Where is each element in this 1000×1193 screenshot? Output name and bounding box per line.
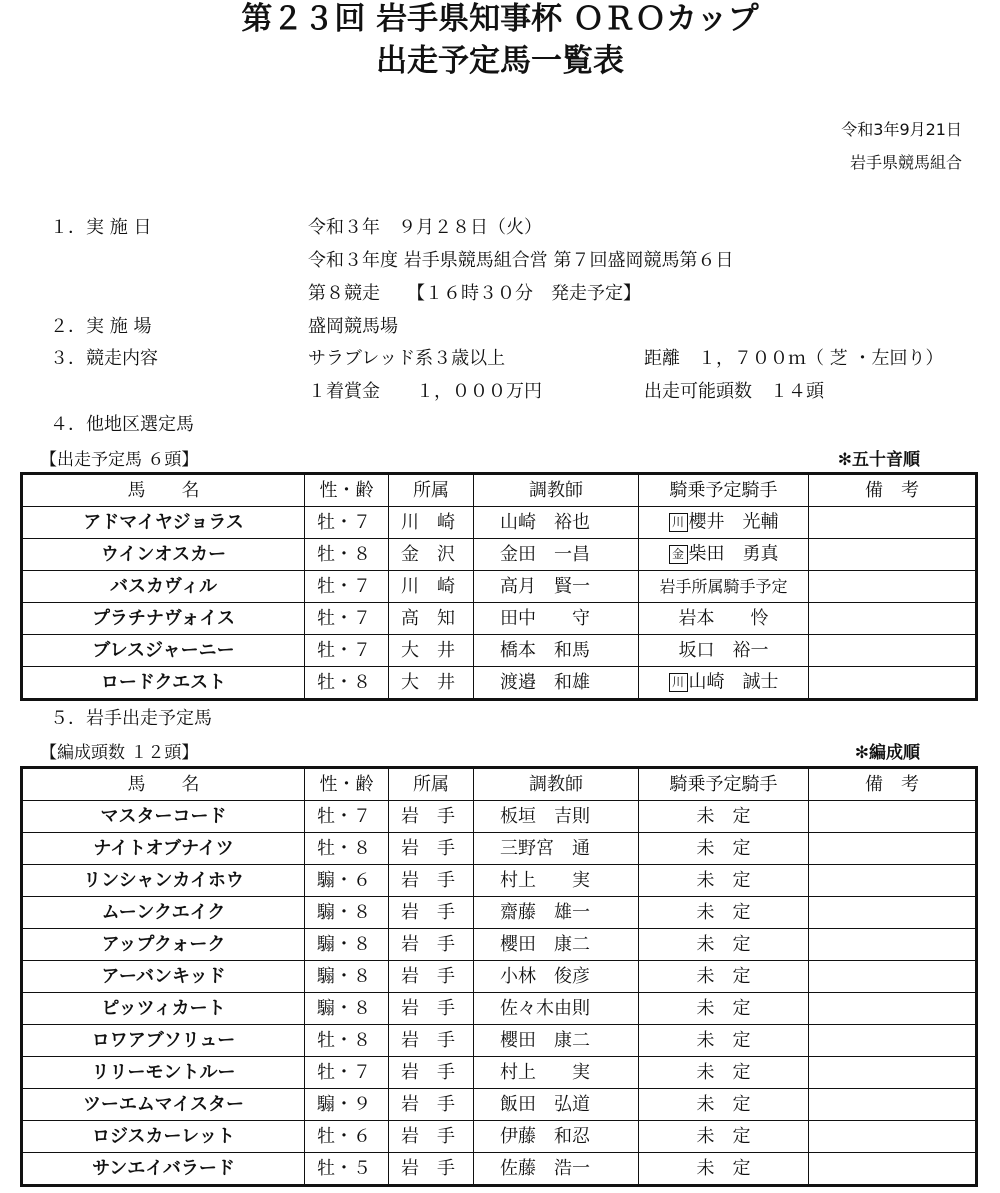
sex-age-cell: 牡・７ [305, 635, 389, 667]
table-row [22, 539, 977, 571]
horse-name-cell: ムーンクエイク [22, 897, 305, 929]
sex-age-cell: 牡・８ [305, 833, 389, 865]
jockey-cell [639, 1121, 809, 1153]
remarks-cell [809, 667, 977, 700]
jockey-name: 未 定 [696, 1125, 751, 1147]
affiliation-cell: 岩 手 [389, 993, 474, 1025]
header-sex-age: 性・齢 [305, 474, 389, 507]
affiliation-cell: 岩 手 [389, 897, 474, 929]
remarks-cell [809, 801, 977, 833]
item1-line2: 令和３年度 岩手県競馬組合営 第７回盛岡競馬第６日 [308, 250, 734, 271]
affiliation-cell: 岩 手 [389, 833, 474, 865]
item1-line3: 第８競走 【１６時３０分 発走予定】 [308, 283, 641, 304]
horse-name-cell: アドマイヤジョラス [22, 507, 305, 539]
jockey-cell [639, 603, 809, 635]
jockey-cell [639, 667, 809, 700]
sex-age-cell: 牡・７ [305, 801, 389, 833]
jockey-name: 未 定 [696, 1061, 751, 1083]
item3-line2a: １着賞金 １，０００万円 [308, 381, 542, 402]
iwate-caption: 【編成頭数 １２頭】 [40, 743, 199, 763]
item3-line2b: 出走可能頭数 １４頭 [644, 381, 824, 402]
remarks-cell [809, 1025, 977, 1057]
remarks-cell [809, 539, 977, 571]
item1-label: １．実 施 日 [50, 217, 152, 238]
trainer-cell: 小林 俊彦 [474, 961, 639, 993]
remarks-cell [809, 1089, 977, 1121]
other-sort-note: ✻五十音順 [837, 450, 920, 470]
table-header-row [22, 474, 977, 507]
trainer-cell: 高月 賢一 [474, 571, 639, 603]
sex-age-cell: 騸・９ [305, 1089, 389, 1121]
sex-age-cell: 騸・８ [305, 897, 389, 929]
remarks-cell [809, 961, 977, 993]
trainer-cell: 金田 一昌 [474, 539, 639, 571]
jockey-name: 坂口 裕一 [678, 639, 769, 661]
jockey-cell [639, 833, 809, 865]
jockey-name: 未 定 [696, 933, 751, 955]
header-horse-name: 馬 名 [22, 474, 305, 507]
jockey-region-tag: 川 [669, 513, 688, 532]
item3-label: ３．競走内容 [50, 348, 158, 369]
trainer-cell: 佐々木由則 [474, 993, 639, 1025]
jockey-name: 未 定 [696, 1029, 751, 1051]
remarks-cell [809, 1153, 977, 1186]
jockey-cell [639, 539, 809, 571]
horse-name-cell: ツーエムマイスター [22, 1089, 305, 1121]
jockey-name: 岩本 怜 [678, 607, 769, 629]
trainer-cell: 三野宮 通 [474, 833, 639, 865]
jockey-name: 柴田 勇真 [688, 543, 779, 565]
remarks-cell [809, 897, 977, 929]
header-affiliation: 所属 [389, 768, 474, 801]
header-horse-name: 馬 名 [22, 768, 305, 801]
horse-name-cell: アップクォーク [22, 929, 305, 961]
affiliation-cell: 岩 手 [389, 1121, 474, 1153]
affiliation-cell: 金 沢 [389, 539, 474, 571]
table-row [22, 571, 977, 603]
sex-age-cell: 牡・７ [305, 1057, 389, 1089]
sex-age-cell: 牡・８ [305, 1025, 389, 1057]
jockey-cell [639, 929, 809, 961]
header-trainer: 調教師 [474, 474, 639, 507]
jockey-cell [639, 961, 809, 993]
remarks-cell [809, 603, 977, 635]
sex-age-cell: 騸・８ [305, 961, 389, 993]
trainer-cell: 山崎 裕也 [474, 507, 639, 539]
header-sex-age: 性・齢 [305, 768, 389, 801]
jockey-name: 未 定 [696, 1157, 751, 1179]
affiliation-cell: 岩 手 [389, 865, 474, 897]
other-region-table [20, 472, 978, 701]
jockey-cell [639, 993, 809, 1025]
table-row [22, 865, 977, 897]
horse-name-cell: リンシャンカイホウ [22, 865, 305, 897]
trainer-cell: 佐藤 浩一 [474, 1153, 639, 1186]
remarks-cell [809, 865, 977, 897]
jockey-cell [639, 897, 809, 929]
jockey-name: 未 定 [696, 901, 751, 923]
sex-age-cell: 騸・８ [305, 993, 389, 1025]
trainer-cell: 渡邉 和雄 [474, 667, 639, 700]
trainer-cell: 田中 守 [474, 603, 639, 635]
header-affiliation: 所属 [389, 474, 474, 507]
jockey-name: 未 定 [696, 837, 751, 859]
horse-name-cell: ウインオスカー [22, 539, 305, 571]
table-row [22, 801, 977, 833]
jockey-region-tag: 金 [669, 545, 688, 564]
jockey-name: 未 定 [696, 997, 751, 1019]
horse-name-cell: ロジスカーレット [22, 1121, 305, 1153]
trainer-cell: 櫻田 康二 [474, 929, 639, 961]
trainer-cell: 村上 実 [474, 1057, 639, 1089]
table-row [22, 667, 977, 700]
horse-name-cell: マスターコード [22, 801, 305, 833]
header-trainer: 調教師 [474, 768, 639, 801]
item3-line1a: サラブレッド系３歳以上 [308, 348, 506, 369]
iwate-sort-note: ✻編成順 [854, 743, 920, 763]
affiliation-cell: 川 崎 [389, 507, 474, 539]
remarks-cell [809, 833, 977, 865]
trainer-cell: 板垣 吉則 [474, 801, 639, 833]
jockey-name: 未 定 [696, 965, 751, 987]
table-row [22, 1089, 977, 1121]
table-row [22, 833, 977, 865]
remarks-cell [809, 993, 977, 1025]
header-jockey: 騎乗予定騎手 [639, 474, 809, 507]
jockey-cell [639, 865, 809, 897]
affiliation-cell: 岩 手 [389, 1057, 474, 1089]
affiliation-cell: 大 井 [389, 667, 474, 700]
jockey-cell [639, 801, 809, 833]
trainer-cell: 櫻田 康二 [474, 1025, 639, 1057]
affiliation-cell: 川 崎 [389, 571, 474, 603]
issuer: 岩手県競馬組合 [849, 153, 962, 172]
sex-age-cell: 騸・８ [305, 929, 389, 961]
affiliation-cell: 岩 手 [389, 961, 474, 993]
sex-age-cell: 牡・６ [305, 1121, 389, 1153]
horse-name-cell: サンエイバラード [22, 1153, 305, 1186]
jockey-name: 櫻井 光輔 [688, 511, 779, 533]
affiliation-cell: 岩 手 [389, 1089, 474, 1121]
header-remarks: 備 考 [809, 474, 977, 507]
affiliation-cell: 高 知 [389, 603, 474, 635]
table-row [22, 1025, 977, 1057]
trainer-cell: 橋本 和馬 [474, 635, 639, 667]
jockey-region-tag: 川 [669, 673, 688, 692]
remarks-cell [809, 507, 977, 539]
horse-name-cell: アーバンキッド [22, 961, 305, 993]
remarks-cell [809, 929, 977, 961]
horse-name-cell: バスカヴィル [22, 571, 305, 603]
item3-line1b: 距離 １，７００ｍ（ 芝 ・左回り） [644, 348, 944, 369]
jockey-cell [639, 1153, 809, 1186]
sex-age-cell: 牡・８ [305, 667, 389, 700]
jockey-cell [639, 1057, 809, 1089]
item2-label: ２．実 施 場 [50, 316, 152, 337]
table-row [22, 897, 977, 929]
horse-name-cell: ピッツィカート [22, 993, 305, 1025]
jockey-cell [639, 635, 809, 667]
table-row [22, 961, 977, 993]
jockey-name: 未 定 [696, 805, 751, 827]
sex-age-cell: 牡・７ [305, 507, 389, 539]
horse-name-cell: ロワアブソリュー [22, 1025, 305, 1057]
table-header-row [22, 768, 977, 801]
table-row [22, 507, 977, 539]
item4-label: ４．他地区選定馬 [50, 414, 194, 435]
affiliation-cell: 大 井 [389, 635, 474, 667]
jockey-cell [639, 507, 809, 539]
sex-age-cell: 牡・７ [305, 603, 389, 635]
remarks-cell [809, 1057, 977, 1089]
table-row [22, 1153, 977, 1186]
trainer-cell: 齋藤 雄一 [474, 897, 639, 929]
iwate-table [20, 766, 978, 1187]
affiliation-cell: 岩 手 [389, 929, 474, 961]
item1-line1: 令和３年 ９月２８日（火） [308, 217, 542, 238]
affiliation-cell: 岩 手 [389, 1025, 474, 1057]
sex-age-cell: 牡・７ [305, 571, 389, 603]
horse-name-cell: ロードクエスト [22, 667, 305, 700]
affiliation-cell: 岩 手 [389, 1153, 474, 1186]
jockey-name: 未 定 [696, 869, 751, 891]
document-subtitle: 出走予定馬一覧表 [376, 43, 624, 79]
table-row [22, 1057, 977, 1089]
remarks-cell [809, 635, 977, 667]
sex-age-cell: 騸・６ [305, 865, 389, 897]
item5-label: ５．岩手出走予定馬 [50, 708, 212, 729]
sex-age-cell: 牡・８ [305, 539, 389, 571]
document-title: 第２３回 岩手県知事杯 ＯＲＯカップ [241, 1, 759, 37]
trainer-cell: 伊藤 和忍 [474, 1121, 639, 1153]
trainer-cell: 飯田 弘道 [474, 1089, 639, 1121]
jockey-name: 未 定 [696, 1093, 751, 1115]
table-row [22, 929, 977, 961]
affiliation-cell: 岩 手 [389, 801, 474, 833]
table-row [22, 603, 977, 635]
horse-name-cell: リリーモントルー [22, 1057, 305, 1089]
sex-age-cell: 牡・５ [305, 1153, 389, 1186]
table-row [22, 993, 977, 1025]
jockey-cell [639, 571, 809, 603]
remarks-cell [809, 1121, 977, 1153]
jockey-cell [639, 1025, 809, 1057]
header-remarks: 備 考 [809, 768, 977, 801]
jockey-name: 山崎 誠士 [688, 671, 779, 693]
horse-name-cell: ナイトオブナイツ [22, 833, 305, 865]
header-jockey: 騎乗予定騎手 [639, 768, 809, 801]
other-caption: 【出走予定馬 ６頭】 [40, 450, 199, 470]
jockey-name: 岩手所属騎手予定 [659, 576, 788, 596]
item2-line1: 盛岡競馬場 [308, 316, 398, 337]
horse-name-cell: プラチナヴォイス [22, 603, 305, 635]
remarks-cell [809, 571, 977, 603]
table-row [22, 635, 977, 667]
trainer-cell: 村上 実 [474, 865, 639, 897]
jockey-cell [639, 1089, 809, 1121]
table-row [22, 1121, 977, 1153]
horse-name-cell: ブレスジャーニー [22, 635, 305, 667]
issue-date: 令和3年9月21日 [841, 120, 962, 139]
